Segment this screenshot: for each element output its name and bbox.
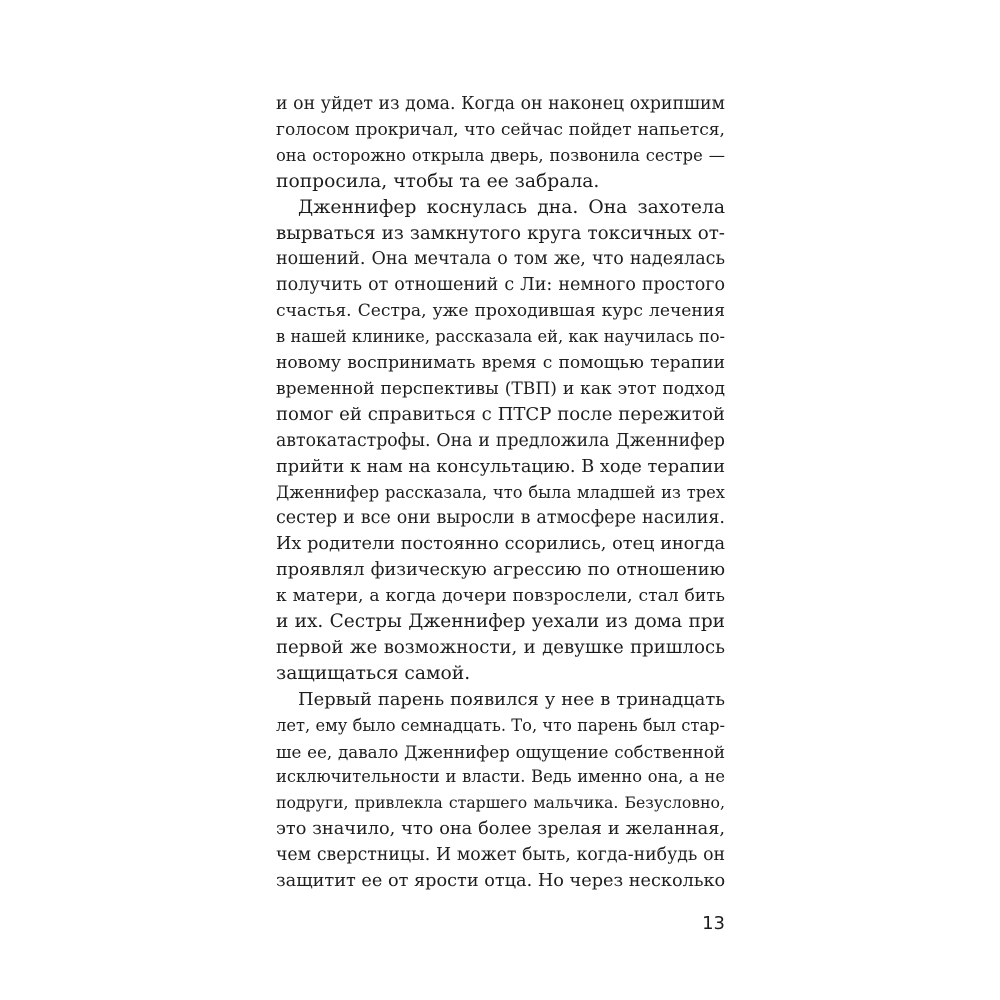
text-line: первой же возможности, и девушке пришлось: [276, 636, 725, 658]
text-line: помог ей справиться с ПТСР после пережитой: [276, 403, 725, 425]
text-line: это значило, что она более зрелая и желанная,: [276, 819, 725, 840]
text-line: Дженнифер рассказала, что была младшей из трех: [276, 482, 725, 502]
text-line: к матери, а когда дочери повзрослели, стал бить: [276, 586, 725, 607]
text-line: новому воспринимать время с помощью терапии: [276, 353, 725, 373]
text-line: прийти к нам на консультацию. В ходе терапии: [276, 456, 725, 477]
text-line: попросила, чтобы та ее забрала.: [276, 170, 600, 192]
text-line: ношений. Она мечтала о том же, что надеялась: [276, 249, 725, 270]
page-number: 13: [702, 913, 725, 934]
text-line: голосом прокричал, что сейчас пойдет напьется,: [276, 119, 725, 140]
text-line: Первый парень появился у нее в тринадцать: [298, 688, 725, 710]
text-line: счастья. Сестра, уже проходившая курс лечения: [276, 301, 725, 322]
text-line: подруги, привлекла старшего мальчика. Безусловно,: [276, 793, 725, 813]
text-line: чем сверстницы. И может быть, когда-нибудь он: [276, 845, 725, 866]
text-line: вырваться из замкнутого круга токсичных от-: [276, 222, 725, 244]
text-line: временной перспективы (ТВП) и как этот подход: [276, 378, 725, 399]
text-line: и их. Сестры Дженнифер уехали из дома при: [276, 611, 725, 632]
text-line: лет, ему было семнадцать. То, что парень был стар-: [276, 715, 725, 735]
text-line: проявлял физическую агрессию по отношению: [276, 560, 725, 581]
text-line: ше ее, давало Дженнифер ощущение собственной: [276, 741, 725, 762]
text-line: получить от отношений с Ли: немного простого: [276, 275, 725, 296]
text-line: и он уйдет из дома. Когда он наконец охрипшим: [276, 94, 725, 114]
text-line: она осторожно открыла дверь, позвонила сестре —: [276, 145, 725, 165]
text-line: в нашей клинике, рассказала ей, как научилась по-: [276, 327, 725, 347]
text-line: защитит ее от ярости отца. Но через несколько: [276, 871, 726, 891]
text-line: защищаться самой.: [276, 662, 471, 684]
text-line: Дженнифер коснулась дна. Она захотела: [298, 196, 725, 218]
text-line: сестер и все они выросли в атмосфере насилия.: [276, 508, 725, 529]
text-line: исключительности и власти. Ведь именно она, а не: [276, 767, 725, 787]
text-line: Их родители постоянно ссорились, отец иногда: [276, 534, 725, 555]
text-line: автокатастрофы. Она и предложила Дженнифер: [276, 430, 725, 451]
